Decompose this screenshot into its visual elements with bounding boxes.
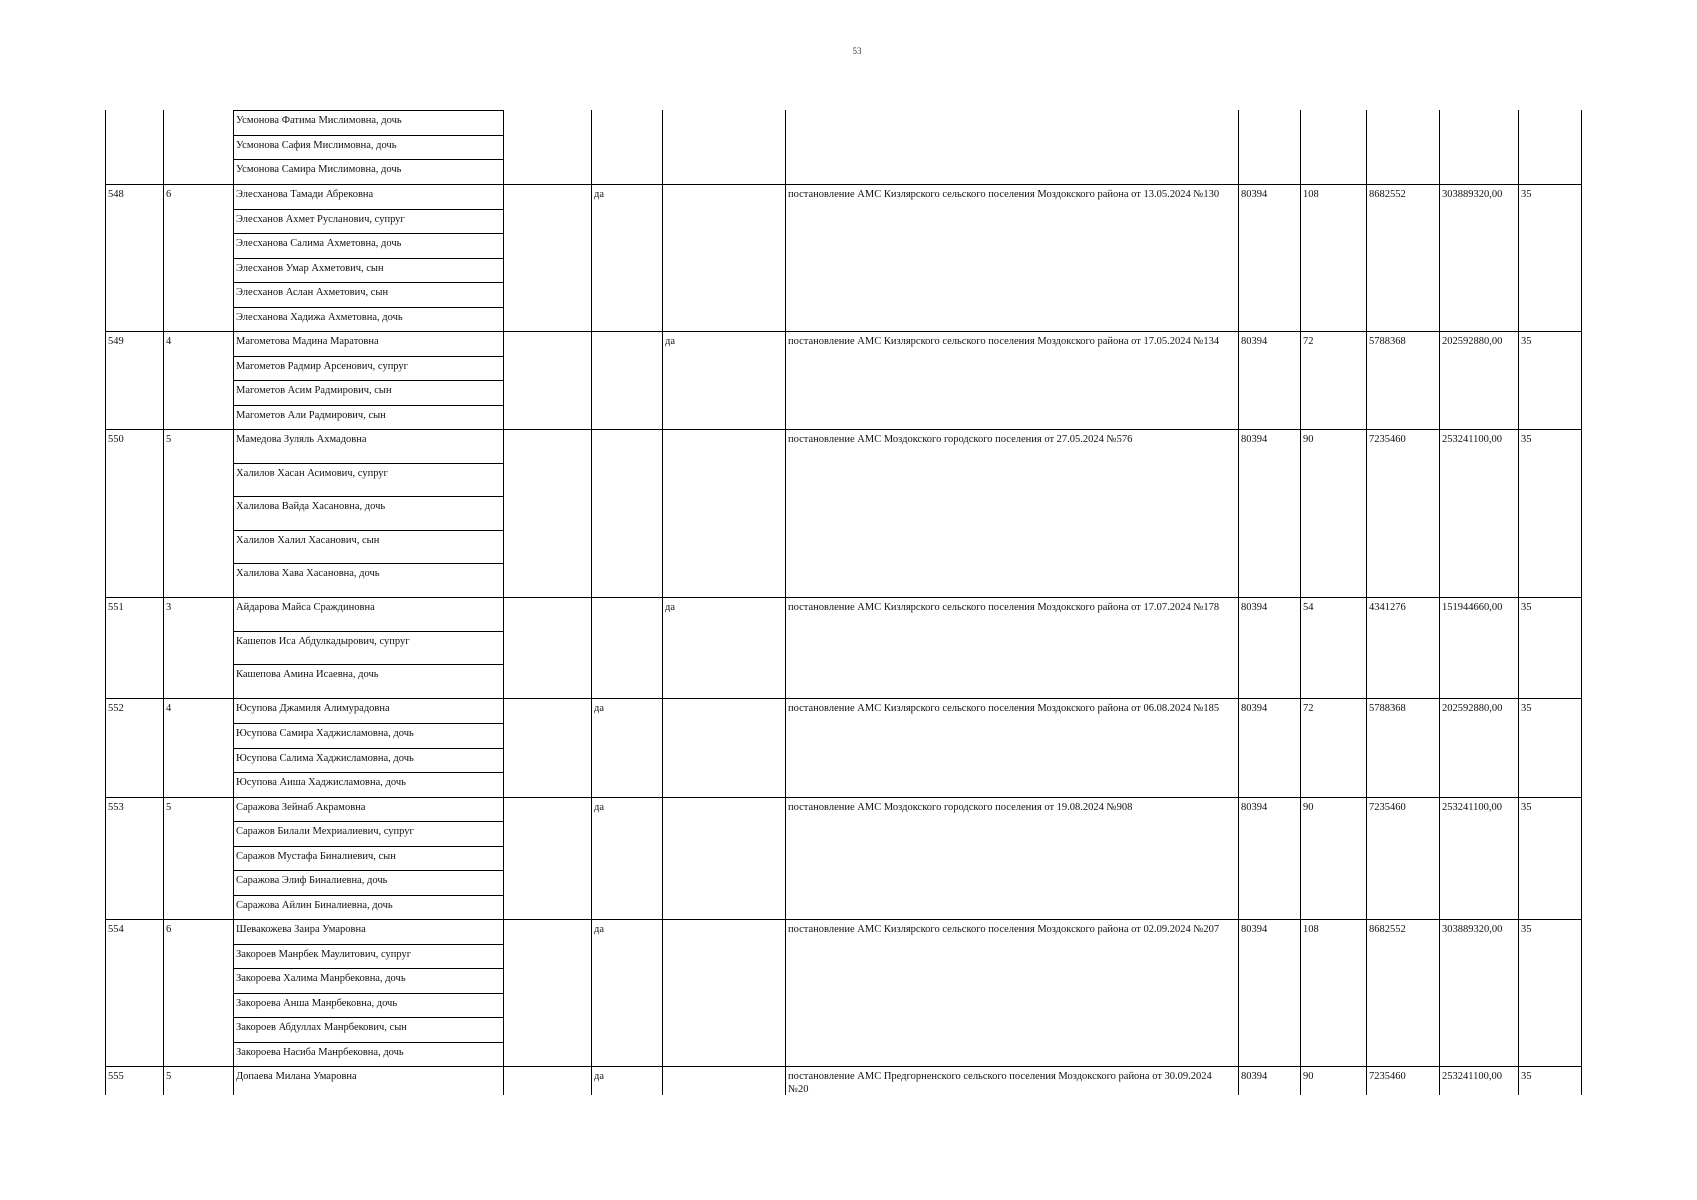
value-c4: 303889320,00 [1442, 924, 1503, 935]
flag-col-a: да [594, 802, 605, 813]
column-line-8 [1300, 110, 1301, 1095]
member-name: Кашепов Иса Абдулкадырович, супруг [236, 635, 410, 647]
member-row-line [233, 282, 503, 283]
value-c2: 108 [1303, 924, 1319, 935]
member-name: Магометов Асим Радмирович, сын [236, 385, 392, 396]
family-size: 3 [166, 602, 172, 613]
value-c1: 80394 [1241, 602, 1268, 613]
member-name: Халилова Хава Хасановна, дочь [236, 568, 380, 580]
value-c1: 80394 [1241, 703, 1268, 714]
member-row-line [233, 463, 503, 464]
value-c5: 35 [1521, 1071, 1532, 1082]
value-c4: 253241100,00 [1442, 1071, 1502, 1082]
member-name: Закороева Насиба Манрбековна, дочь [236, 1046, 404, 1058]
member-row-line [233, 895, 503, 896]
member-name: Юсупова Джамиля Алимурадовна [236, 703, 390, 714]
record-number: 552 [108, 703, 124, 714]
member-name: Айдарова Майса Сраждиновна [236, 602, 375, 613]
column-line-10 [1439, 110, 1440, 1095]
column-line-0 [105, 110, 106, 1095]
member-row-line [233, 530, 503, 531]
record-separator [105, 698, 1581, 699]
value-c4: 303889320,00 [1442, 189, 1503, 200]
record-number: 549 [108, 336, 124, 347]
member-name: Магометов Али Радмирович, сын [236, 409, 386, 421]
member-name: Саражова Зейнаб Акрамовна [236, 802, 366, 813]
member-row-line [233, 380, 503, 381]
flag-col-a: да [594, 189, 605, 200]
column-line-11 [1518, 110, 1519, 1095]
member-name: Мамедова Зуляль Ахмадовна [236, 434, 367, 445]
member-row-line [233, 944, 503, 945]
decree-text: постановление АМС Кизлярского сельского поселения Моздокского района от 13.05.2024 №130 [788, 189, 1220, 200]
column-line-1 [163, 110, 164, 1095]
column-line-7 [1238, 110, 1239, 1095]
page-number: 53 [852, 46, 862, 56]
column-line-6 [785, 110, 786, 1095]
member-row-line [233, 631, 503, 632]
member-name: Элесханов Умар Ахметович, сын [236, 262, 384, 274]
record-separator [105, 429, 1581, 430]
member-name: Юсупова Аиша Хаджисламовна, дочь [236, 777, 406, 789]
column-line-3 [503, 110, 504, 1095]
member-row-line [233, 233, 503, 234]
member-row-line [233, 968, 503, 969]
member-row-line [233, 159, 503, 160]
record-number: 555 [108, 1071, 124, 1082]
flag-col-a: да [594, 703, 605, 714]
value-c1: 80394 [1241, 434, 1268, 445]
value-c1: 80394 [1241, 189, 1268, 200]
member-name: Саражов Мустафа Биналиевич, сын [236, 850, 396, 862]
flag-col-b: да [665, 336, 676, 347]
member-row-line [233, 110, 503, 111]
member-name: Халилова Вайда Хасановна, дочь [236, 501, 386, 513]
member-row-line [233, 748, 503, 749]
member-row-line [233, 258, 503, 259]
value-c2: 72 [1303, 703, 1314, 714]
member-row-line [233, 405, 503, 406]
record-number: 550 [108, 434, 124, 445]
value-c4: 202592880,00 [1442, 703, 1503, 714]
member-name: Усмонова Сафия Мислимовна, дочь [236, 139, 397, 151]
member-name: Магометова Мадина Маратовна [236, 336, 379, 347]
value-c3: 8682552 [1369, 189, 1406, 200]
member-row-line [233, 135, 503, 136]
value-c3: 7235460 [1369, 802, 1406, 813]
family-size: 4 [166, 336, 172, 347]
value-c2: 90 [1303, 802, 1314, 813]
record-separator [105, 1066, 1581, 1067]
family-size: 6 [166, 189, 172, 200]
decree-text: постановление АМС Кизлярского сельского поселения Моздокского района от 06.08.2024 №185 [788, 703, 1220, 714]
member-name: Элесханов Аслан Ахметович, сын [236, 287, 389, 298]
value-c5: 35 [1521, 189, 1532, 200]
value-c3: 7235460 [1369, 434, 1406, 445]
member-row-line [233, 821, 503, 822]
value-c4: 151944660,00 [1442, 602, 1503, 613]
record-number: 551 [108, 602, 124, 613]
value-c3: 5788368 [1369, 336, 1406, 347]
family-size: 6 [166, 924, 172, 935]
member-name: Усмонова Фатима Мислимовна, дочь [236, 115, 402, 126]
member-name: Закороева Халима Манрбековна, дочь [236, 973, 406, 984]
value-c5: 35 [1521, 703, 1532, 714]
member-name: Магометов Радмир Арсенович, супруг [236, 360, 408, 372]
member-name: Допаева Милана Умаровна [236, 1071, 357, 1082]
record-separator [105, 184, 1581, 185]
decree-text: постановление АМС Моздокского городского поселения от 27.05.2024 №576 [788, 434, 1133, 445]
value-c5: 35 [1521, 336, 1532, 347]
member-row-line [233, 723, 503, 724]
record-separator [105, 331, 1581, 332]
member-row-line [233, 993, 503, 994]
member-name: Закороев Манрбек Маулитович, супруг [236, 948, 412, 960]
column-line-9 [1366, 110, 1367, 1095]
value-c2: 72 [1303, 336, 1314, 347]
decree-text: постановление АМС Кизлярского сельского поселения Моздокского района от 02.09.2024 №207 [788, 924, 1220, 935]
member-name: Шевакожева Заира Умаровна [236, 924, 366, 935]
member-name: Юсупова Самира Хаджисламовна, дочь [236, 727, 414, 739]
column-line-12 [1581, 110, 1582, 1095]
member-name: Юсупова Салима Хаджисламовна, дочь [236, 752, 414, 764]
member-name: Саражов Билали Мехриалиевич, супруг [236, 826, 414, 838]
value-c1: 80394 [1241, 336, 1268, 347]
decree-text: постановление АМС Моздокского городского поселения от 19.08.2024 №908 [788, 802, 1133, 813]
value-c2: 90 [1303, 434, 1314, 445]
member-name: Элесханов Ахмет Русланович, супруг [236, 213, 405, 225]
record-number: 548 [108, 189, 124, 200]
decree-text: постановление АМС Кизлярского сельского поселения Моздокского района от 17.05.2024 №134 [788, 336, 1220, 347]
family-size: 4 [166, 703, 172, 714]
value-c4: 253241100,00 [1442, 802, 1502, 813]
record-separator [105, 919, 1581, 920]
member-row-line [233, 307, 503, 308]
member-row-line [233, 496, 503, 497]
record-separator [105, 797, 1581, 798]
member-name: Усмонова Самира Мислимовна, дочь [236, 164, 402, 176]
value-c3: 8682552 [1369, 924, 1406, 935]
member-row-line [233, 356, 503, 357]
member-name: Кашепова Амина Исаевна, дочь [236, 669, 379, 681]
column-line-4 [591, 110, 592, 1095]
member-name: Элесханова Хадижа Ахметовна, дочь [236, 311, 403, 323]
record-number: 554 [108, 924, 124, 935]
member-row-line [233, 209, 503, 210]
value-c3: 7235460 [1369, 1071, 1406, 1082]
member-name: Саражова Айлин Биналиевна, дочь [236, 899, 393, 911]
member-row-line [233, 563, 503, 564]
member-name: Элесханова Тамади Абрековна [236, 189, 374, 200]
value-c5: 35 [1521, 434, 1532, 445]
family-size: 5 [166, 1071, 172, 1082]
member-name: Закороева Анша Манрбековна, дочь [236, 997, 398, 1009]
value-c2: 108 [1303, 189, 1319, 200]
family-size: 5 [166, 802, 172, 813]
member-name: Саражова Элиф Биналиевна, дочь [236, 875, 388, 887]
value-c3: 5788368 [1369, 703, 1406, 714]
decree-text: постановление АМС Кизлярского сельского поселения Моздокского района от 17.07.2024 №178 [788, 602, 1220, 613]
value-c1: 80394 [1241, 924, 1268, 935]
flag-col-a: да [594, 1071, 605, 1082]
flag-col-a: да [594, 924, 605, 935]
member-name: Элесханова Салима Ахметовна, дочь [236, 238, 402, 249]
value-c3: 4341276 [1369, 602, 1406, 613]
member-row-line [233, 1042, 503, 1043]
column-line-5 [662, 110, 663, 1095]
flag-col-b: да [665, 602, 676, 613]
member-row-line [233, 772, 503, 773]
family-size: 5 [166, 434, 172, 445]
value-c4: 253241100,00 [1442, 434, 1502, 445]
record-number: 553 [108, 802, 124, 813]
value-c2: 90 [1303, 1071, 1314, 1082]
member-name: Закороев Абдуллах Манрбекович, сын [236, 1022, 407, 1033]
value-c2: 54 [1303, 602, 1314, 613]
decree-text: постановление АМС Предгорненского сельского поселения Моздокского района от 30.09.2024 №20 [788, 1071, 1212, 1095]
member-row-line [233, 846, 503, 847]
member-row-line [233, 664, 503, 665]
member-name: Халилов Хасан Асимович, супруг [236, 467, 388, 479]
value-c5: 35 [1521, 602, 1532, 613]
value-c5: 35 [1521, 924, 1532, 935]
value-c5: 35 [1521, 802, 1532, 813]
value-c4: 202592880,00 [1442, 336, 1503, 347]
member-row-line [233, 1017, 503, 1018]
member-name: Халилов Халил Хасанович, сын [236, 534, 380, 546]
record-separator [105, 597, 1581, 598]
value-c1: 80394 [1241, 802, 1268, 813]
value-c1: 80394 [1241, 1071, 1268, 1082]
member-row-line [233, 870, 503, 871]
